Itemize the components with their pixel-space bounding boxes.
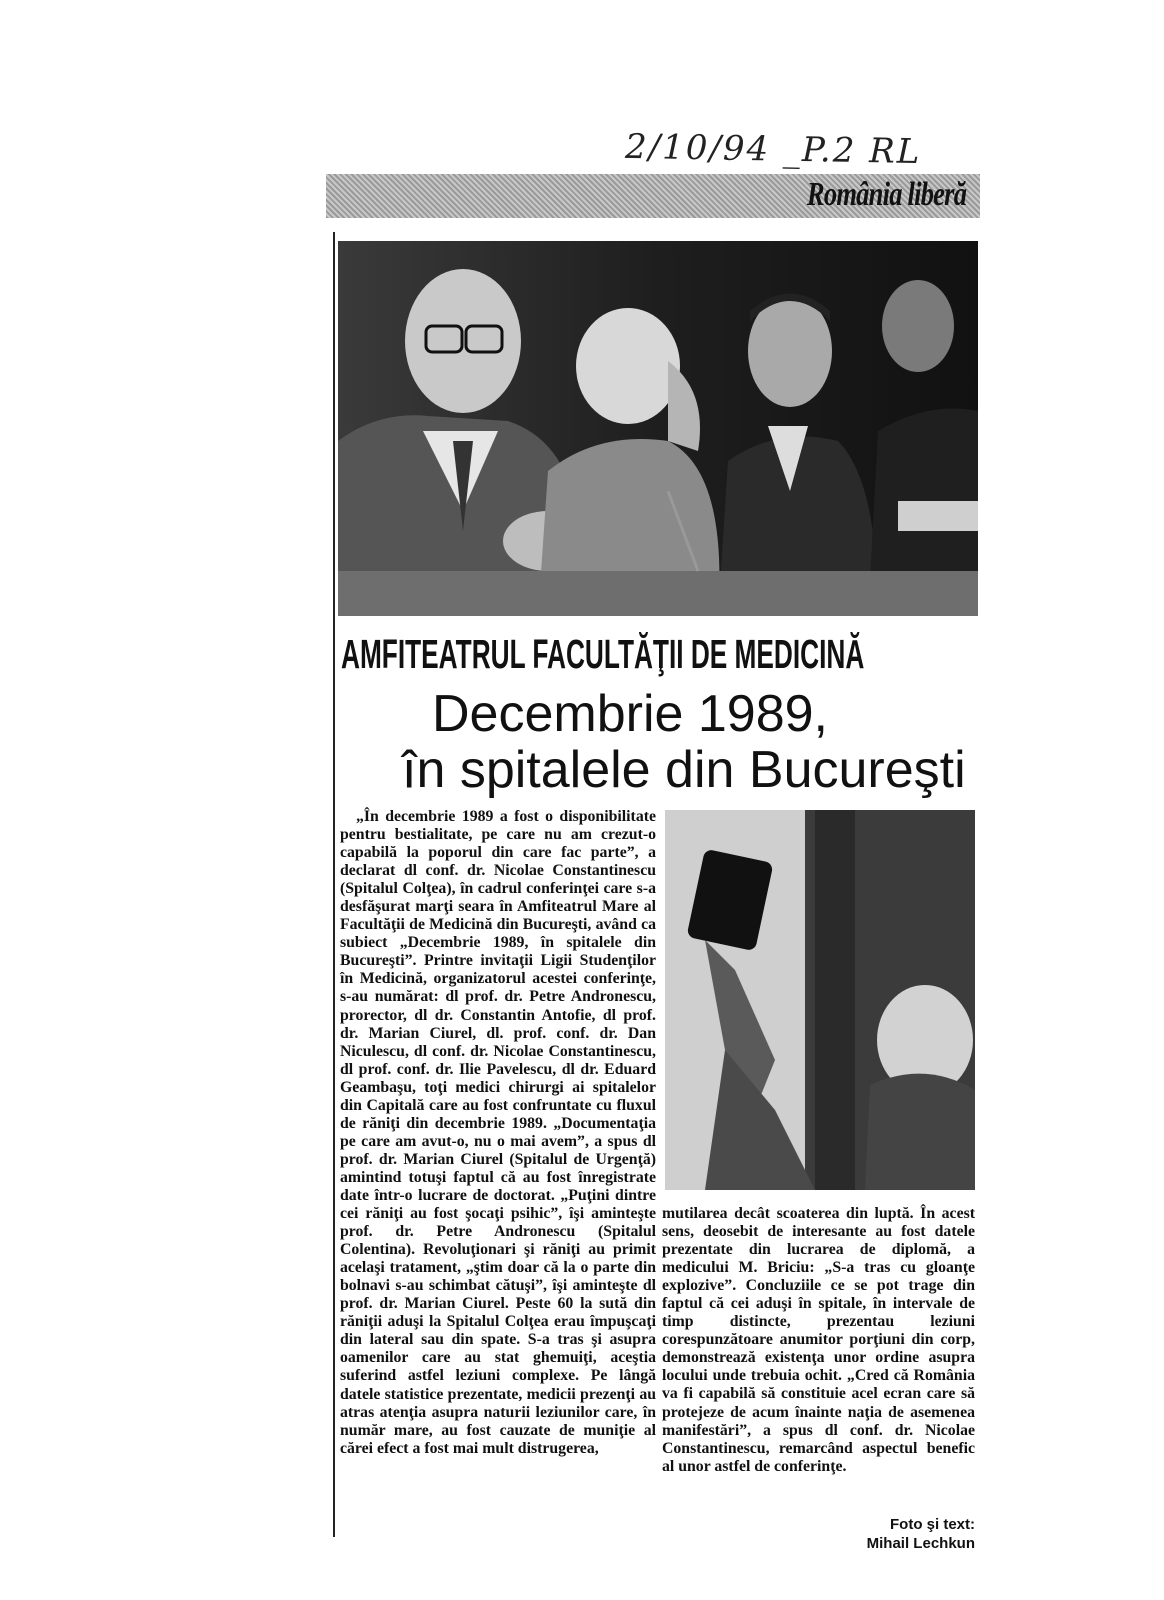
article-headline-line2: în spitalele din Bucureşti [402, 741, 966, 799]
column-rule [333, 232, 335, 1537]
article-body-right-column: mutilarea decât scoaterea din luptă. În acest sens, deosebit de interesante au fost datele prezentate din lucrarea de diplomă, a medicului M. Briciu: „S-a tras cu gloanţe explozive”. Concluziile ce se pot trage din faptul că cei aduşi în spitale, în intervale de timp distincte, prezentau leziuni corespunzătoare anumitor porţiuni din corp, demonstrează existenţa unor ordine asupra locului unde trebuia ochit. „Cred că România va fi capabilă să constituie acel ecran care să protejeze de acum înainte naţia de asemenea manifestări”, a spus dl conf. dr. Nicolae Constantinescu, remarcând aspectul benefic al unor astfel de conferinţe. [662, 1205, 975, 1475]
article-overline: AMFITEATRUL FACULTĂŢII DE MEDICINĂ [341, 631, 865, 677]
credit-label: Foto şi text: [890, 1516, 975, 1533]
photo-text-credit [800, 1515, 975, 1553]
masthead-band [326, 174, 980, 218]
conference-panel-photo [338, 241, 978, 616]
article-headline-line1: Decembrie 1989, [432, 685, 828, 743]
handwritten-date-note: 2/10/94 _P.2 RL [624, 126, 922, 173]
inset-photo-speaker [665, 810, 975, 1190]
article-body-left-column: „În decembrie 1989 a fost o disponibilitate pentru bestialitate, pe care nu am crezut-o capabilă la poporul din care fac parte”, a declarat dl conf. dr. Nicolae Constantinescu (Spitalul Colţea), în cadrul conferinţei care s-a desfăşurat marţi seara în Amfiteatrul Mare al Facultăţii de Medicină din Bucureşti, având ca subiect „Decembrie 1989, în spitalele din Bucureşti”. Printre invitaţii Ligii Studenţilor în Medicină, organizatorul acestei conferinţe, s-au numărat: dl prof. dr. Petre Andronescu, prorector, dl dr. Constantin Antofie, dl prof. dr. Marian Ciurel, dl. prof. conf. dr. Dan Niculescu, dl conf. dr. Nicolae Constantinescu, dl prof. conf. dr. Ilie Pavelescu, dl dr. Eduard Geambaşu, toţi medici chirurgi ai spitalelor din Capitală care au fost confruntate cu fluxul de răniţi din decembrie 1989. „Documentaţia pe care am avut-o, nu o mai avem”, a spus dl prof. dr. Marian Ciurel (Spitalul de Urgenţă) amintind totuşi faptul că au fost înregistrate date într-o lucrare de doctorat. „Puţini dintre cei răniţi au fost şocaţi psihic”, îşi aminteşte prof. dr. Petre Andronescu (Spitalul Colentina). Revoluţionari şi răniţi au primit acelaşi tratament, „ştim doar că la o parte din bolnavi s-au schimbat cătuşi”, îşi aminteşte dl prof. dr. Marian Ciurel. Peste 60 la sută din răniţii aduşi la Spitalul Colţea erau împuşcaţi din lateral sau din spate. S-a tras şi asupra oamenilor care au stat ghemuiţi, aceştia suferind astfel leziuni complexe. Pe lângă datele statistice prezentate, medicii prezenţi au atras atenţia asupra naturii leziunilor care, în număr mare, au fost cauzate de muniţie al cărei efect a fost mai mult distrugerea, [340, 808, 656, 1457]
credit-author: Mihail Lechkun [866, 1535, 975, 1552]
newspaper-masthead: România liberă [806, 176, 966, 213]
